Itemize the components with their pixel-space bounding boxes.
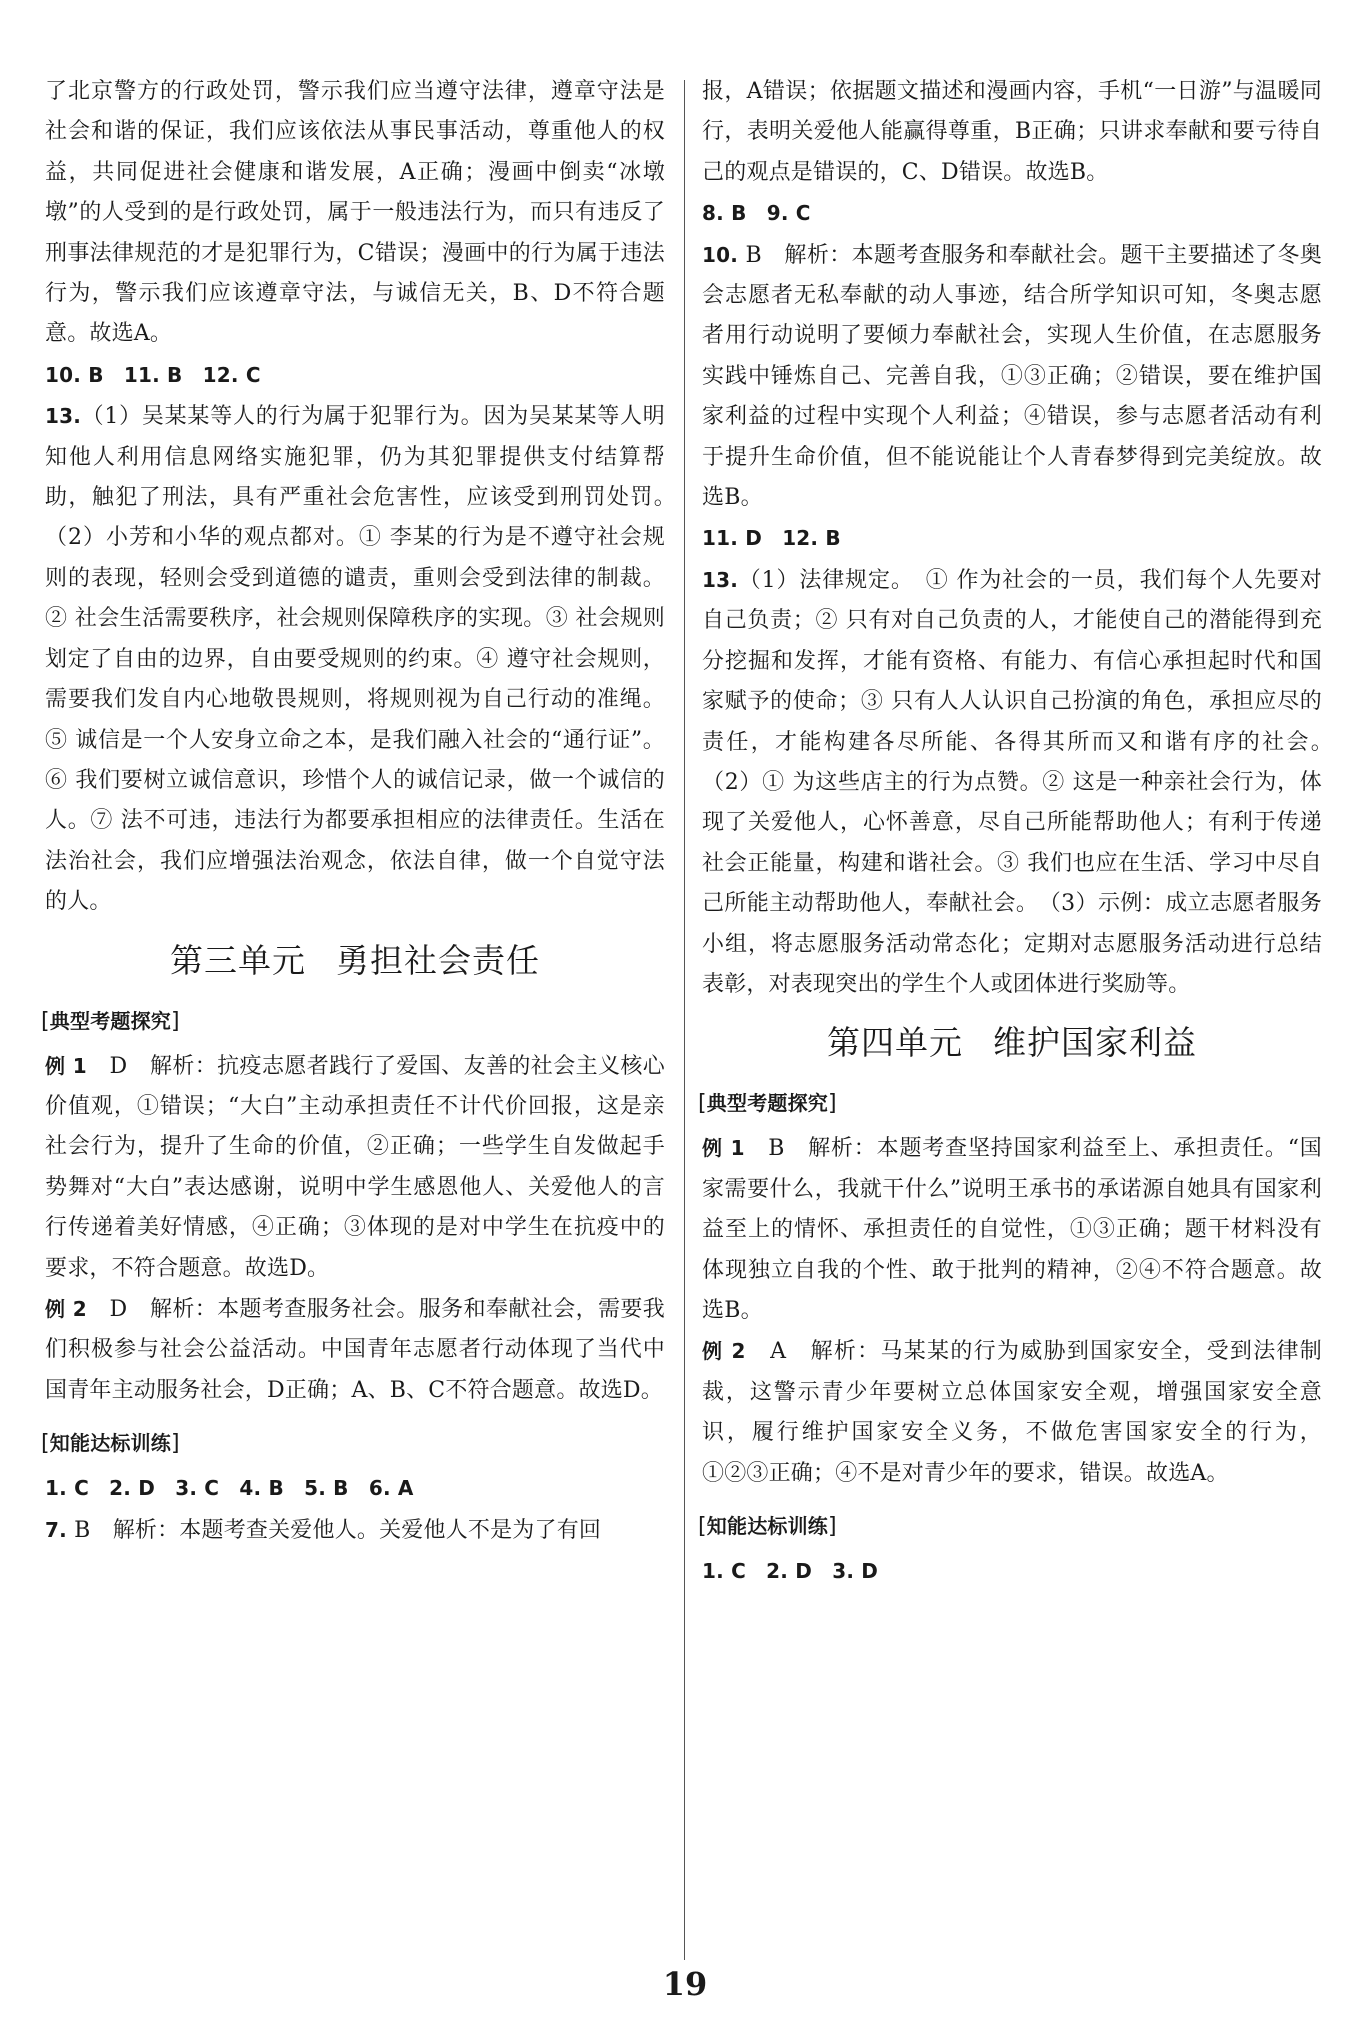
question-10: 10. B 解析：本题考查服务和奉献社会。题干主要描述了冬奥会志愿者无私奉献的动人事迹，结合所学知识可知，冬奥志愿者用行动说明了要倾力奉献社会，实现人生价值，在志愿服务实践中锤炼自己、完善自我，①③正确；②错误，要在维护国家利益的过程中实现个人利益；④错误，参与志愿者活动有利于提升生命价值，但不能说能让个人青春梦得到完美绽放。故选B。 [702, 242, 1322, 511]
question-13: 13.（1）吴某某等人的行为属于犯罪行为。因为吴某某等人明知他人利用信息网络实施犯罪，仍为其犯罪提供支付结算帮助，触犯了刑法，具有严重社会危害性，应该受到刑罚处罚。 （2）小芳和小华的观点都对。① 李某的行为是不遵守社会规则的表现，轻则会受到道德的谴责，重则会受到法律的制裁。② 社会生活需要秩序，社会规则保障秩序的实现。③ 社会规则划定了自由的边界，自由要受规则的约束。④ 遵守社会规则，需要我们发自内心地敬畏规则，将规则视为自己行动的准绳。⑤ 诚信是一个人安身立命之本，是我们融入社会的“通行证”。⑥ 我们要树立诚信意识，珍惜个人的诚信记录，做一个诚信的人。⑦ 法不可违，违法行为都要承担相应的法律责任。生活在法治社会，我们应增强法治观念，依法自律，做一个自觉守法的人。 [45, 404, 688, 915]
example-1: 例 1 D 解析：抗疫志愿者践行了爱国、友善的社会主义核心价值观，①错误；“大白”主动承担责任不计代价回报，这是亲社会行为，提升了生命的价值，②正确；一些学生自发做起手势舞对“大白”表达感谢，说明中学生感恩他人、关爱他人的言行传递着美好情感，④正确；③体现的是对中学生在抗疫中的要求，不符合题意。故选D。 [45, 1053, 666, 1281]
section-heading-training: [知能达标训练] [41, 1431, 180, 1457]
example-2: 例 2 D 解析：本题考查服务社会。服务和奉献社会，需要我们积极参与社会公益活动。中国青年志愿者行动体现了当代中国青年主动服务社会，D正确；A、B、C不符合题意。故选D。 [45, 1296, 666, 1403]
answers-11-12: 11. D 12. B [702, 526, 841, 551]
unit-four-title: 第四单元 维护国家利益 [827, 1023, 1197, 1063]
question-13: 13.（1）法律规定。 ① 作为社会的一员，我们每个人先要对自己负责；② 只有对自己负责的人，才能使自己的潜能得到充分挖掘和发挥，才能有资格、有能力、有信心承担起时代和国家赋予的使命；③ 只有人人认识自己扮演的角色，承担应尽的责任，才能构建各尽所能、各得其所而又和谐有序的社会。 （2）① 为这些店主的行为点赞。② 这是一种亲社会行为，体现了关爱他人，心怀善意，尽自己所能帮助他人；有利于传递社会正能量，构建和谐社会。③ 我们也应在生活、学习中尽自己所能主动帮助他人，奉献社会。 （3）示例：成立志愿者服务小组，将志愿服务活动常态化；定期对志愿服务活动进行总结表彰，对表现突出的学生个人或团体进行奖励等。 [702, 567, 1345, 997]
question-7: 7. B 解析：本题考查关爱他人。关爱他人不是为了有回 [45, 1517, 602, 1543]
answers-10-12: 10. B 11. B 12. C [45, 362, 261, 387]
answers-1-6: 1. C 2. D 3. C 4. B 5. B 6. A [45, 1476, 414, 1501]
page-number: 19 [662, 1965, 708, 2003]
right-column [698, 72, 1345, 1592]
answers-1-3: 1. C 2. D 3. D [702, 1559, 879, 1583]
answers-8-9: 8. B 9. C [702, 201, 811, 226]
paragraph: 了北京警方的行政处罚，警示我们应当遵守法律，遵章守法是社会和谐的保证，我们应该依法从事民事活动，尊重他人的权益，共同促进社会健康和谐发展，A正确；漫画中倒卖“冰墩墩”的人受到的是行政处罚，属于一般违法行为，而只有违反了刑事法律规范的才是犯罪行为，C错误；漫画中的行为属于违法行为，警示我们应该遵章守法，与诚信无关，B、D不符合题意。故选A。 [45, 79, 665, 347]
section-heading-typical: [典型考题探究] [698, 1091, 837, 1117]
example-2: 例 2 A 解析：马某某的行为威胁到国家安全，受到法律制裁，这警示青少年要树立总体国家安全观，增强国家安全意识，履行维护国家安全义务，不做危害国家安全的行为，①②③正确；④不是对青少年的要求，错误。故选A。 [702, 1339, 1323, 1486]
unit-three-title: 第三单元 勇担社会责任 [170, 940, 540, 980]
example-1: 例 1 B 解析：本题考查坚持国家利益至上、承担责任。“国家需要什么，我就干什么”说明王承书的承诺源自她具有国家利益至上的情怀、承担责任的自觉性，①③正确；题干材料没有体现独立自我的个性、敢于批判的精神，②④不符合题意。故选B。 [702, 1136, 1323, 1323]
column-divider [684, 80, 685, 1960]
left-column [41, 72, 688, 1551]
section-heading-typical: [典型考题探究] [41, 1008, 180, 1034]
section-heading-training: [知能达标训练] [698, 1514, 837, 1539]
paragraph: 报，A错误；依据题文描述和漫画内容，手机“一日游”与温暖同行，表明关爱他人能赢得尊重，B正确；只讲求奉献和要亏待自己的观点是错误的，C、D错误。故选B。 [702, 79, 1322, 185]
